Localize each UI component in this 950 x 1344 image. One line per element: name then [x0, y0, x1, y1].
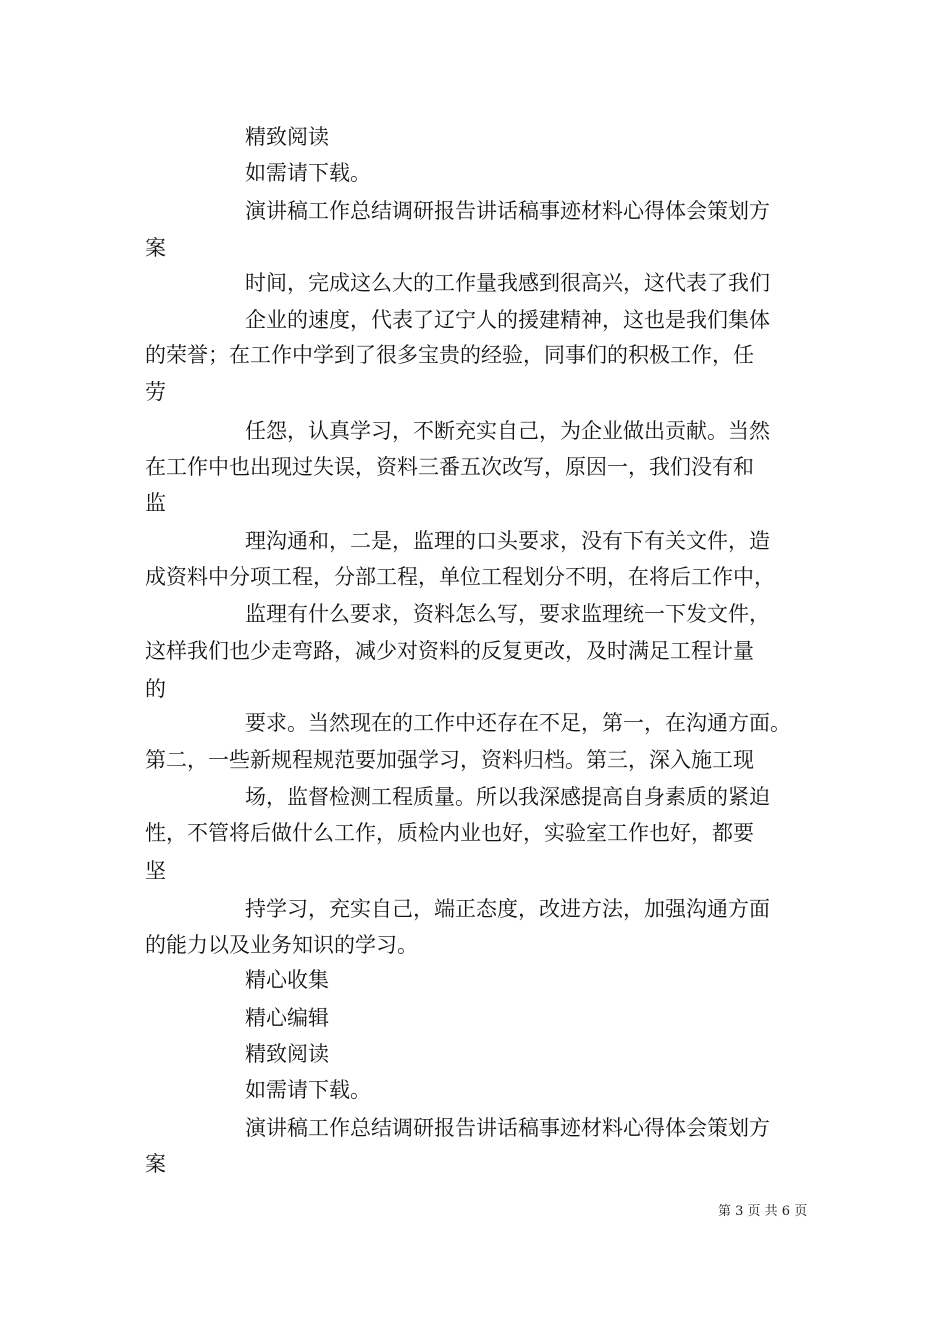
text-line: 成资料中分项工程，分部工程，单位工程划分不明，在将后工作中，: [145, 565, 775, 589]
text-line: 案: [145, 1152, 166, 1176]
text-line: 任怨，认真学习，不断充实自己，为企业做出贡献。当然: [245, 419, 770, 443]
text-line: 监理有什么要求，资料怎么写，要求监理统一下发文件，: [245, 602, 770, 626]
text-line: 精致阅读: [245, 125, 329, 149]
text-line: 这样我们也少走弯路，减少对资料的反复更改，及时满足工程计量: [145, 639, 754, 663]
text-line: 的能力以及业务知识的学习。: [145, 933, 418, 957]
text-line: 劳: [145, 380, 166, 404]
text-line: 持学习，充实自己，端正态度，改进方法，加强沟通方面: [245, 897, 770, 921]
text-line: 演讲稿工作总结调研报告讲话稿事迹材料心得体会策划方: [245, 199, 770, 223]
text-line: 在工作中也出现过失误，资料三番五次改写，原因一，我们没有和: [145, 455, 754, 479]
text-line: 演讲稿工作总结调研报告讲话稿事迹材料心得体会策划方: [245, 1116, 770, 1140]
text-line: 案: [145, 236, 166, 260]
text-line: 企业的速度，代表了辽宁人的援建精神，这也是我们集体: [245, 308, 770, 332]
text-line: 如需请下载。: [245, 1078, 371, 1102]
text-line: 坚: [145, 859, 166, 883]
text-line: 如需请下载。: [245, 161, 371, 185]
page-number-footer: 第 3 页 共 6 页: [718, 1204, 808, 1219]
text-line: 时间，完成这么大的工作量我感到很高兴，这代表了我们: [245, 271, 770, 295]
text-line: 要求。当然现在的工作中还存在不足，第一，在沟通方面。: [245, 711, 791, 735]
text-line: 监: [145, 491, 166, 515]
text-line: 的荣誉；在工作中学到了很多宝贵的经验，同事们的积极工作，任: [145, 343, 754, 367]
text-line: 性，不管将后做什么工作，质检内业也好，实验室工作也好，都要: [145, 821, 754, 845]
text-line: 场，监督检测工程质量。所以我深感提高自身素质的紧迫: [245, 785, 770, 809]
text-line: 理沟通和，二是，监理的口头要求，没有下有关文件，造: [245, 529, 770, 553]
text-line: 的: [145, 677, 166, 701]
text-line: 精致阅读: [245, 1042, 329, 1066]
text-line: 精心编辑: [245, 1006, 329, 1030]
text-line: 精心收集: [245, 968, 329, 992]
text-line: 第二，一些新规程规范要加强学习，资料归档。第三，深入施工现: [145, 748, 754, 772]
